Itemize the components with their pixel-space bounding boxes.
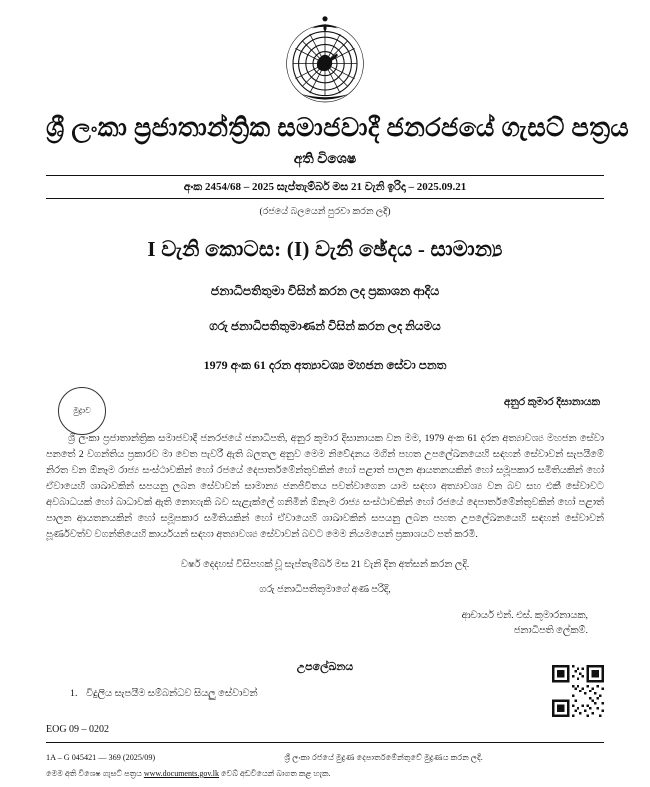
signer-name: ආචාර්ය එන්. එස්. කුමාරනායක, <box>461 610 588 622</box>
signing-date-line: වර්ෂ දෙදහස් විසිපහක් වූ සැප්තැම්බර් මස 21 වැනි දින අත්සන් කරන ලදි. <box>180 559 470 571</box>
documents-gov-lk-link[interactable]: www.documents.gov.lk <box>143 769 220 778</box>
seal-and-name-row <box>46 387 604 429</box>
published-note: (රජයේ බලයෙන් පුරවා කරන ලදි) <box>259 206 391 217</box>
eog-reference: EOG 09 – 0202 <box>46 724 110 735</box>
footer-print-code: 1A – G 045421 — 369 (2025/09) <box>46 753 156 762</box>
part-heading: I වැනි කොටස: (I) වැනි ඡේදය - සාමාන්‍ය <box>147 236 503 261</box>
official-seal: මුද්‍රාව <box>58 387 106 435</box>
annex-item-text: විදුලිය සැපයීම සම්බන්ධව සියලු සේවාවන් <box>86 687 258 699</box>
paragraph-text: ශ්‍රී ලංකා ප්‍රජාතාන්ත්‍රික සමාජවාදී ජනරජයේ ජනාධිපති, අනුර කුමාර දිසානායක වන මම, 1979 අංක 61 දරන අත්‍යාවශ්‍ය මහජන සේවා පනතේ 2 වගන්තිය ප්‍රකාරව මා වෙත පැවරී ඇති බලතල අනුව මෙම නිවේදනය මගින් පහත උපලේඛනයෙහි සඳහන් සේවාවන් සැපයීමේ නිරත වන ඕනෑම රාජ්‍ය සංස්ථාවකින් හෝ රජයේ දෙපාර්තමේන්තුවකින් හෝ පළාත් පාලන ආයතනයකින් හෝ සමූපකාර සමිතියකින් හෝ ඒවායෙහි ශාඛාවකින් සපයනු ලබන සේවාවන් සාමාන්‍ය ජනජීවිතය පවත්වාගෙන යාම සඳහා අත්‍යාවශ්‍ය වන බව සහ එකී සේවාවට අවබාධයක් හෝ බාධාවක් ඇති නොහැකි බව සැළැක්ලේ ගනිමින් ඕනෑම රාජ්‍ය සංස්ථාවකින් හෝ රජයේ දෙපාර්තමේන්තුවකින් හෝ පළාත් පාලන ආයතනයකින් හෝ සමූපකාර සමිතියකින් හෝ ඒවායෙහි ශාඛාවකින් සපයනු ලබන පහත උපලේඛනයෙහි සඳහන් සේවාවන් පූර්ණවත්ව වගන්තියෙහි කාර්යයන් සඳහා අත්‍යාවශ්‍ය සේවාවන් බවට මෙම නියමයෙන් ප්‍රකාශයට පත් කරමි. <box>46 432 604 541</box>
footer-row <box>46 753 604 763</box>
by-order-line: ගරු ජනාධිපතිතුමාගේ අණ පරිදි, <box>259 584 391 596</box>
emblem-container <box>46 14 604 110</box>
footer-note-suffix: වෙබ් අඩවියෙන් බාගත කළ හැක. <box>219 769 331 778</box>
masthead <box>46 112 630 217</box>
footer-download-note <box>46 769 330 779</box>
president-name: අනුර කුමාර දිසානායක <box>503 396 600 408</box>
signer-title: ජනාධිපති ලේකම්. <box>513 625 588 637</box>
footer-printer-note: ශ්‍රී ලංකා රජයේ මුද්‍රණ දෙපාර්තමේන්තුවේ මුද්‍රණය කරන ලදි. <box>284 753 483 762</box>
footer-note-prefix: මෙම අති විශෙෂ ගැසට් පත්‍රය <box>46 769 144 778</box>
annex-item-number: 1. <box>70 687 78 699</box>
order-body-paragraph <box>46 431 604 543</box>
signer-block <box>46 609 604 639</box>
sub-heading-presidential-notices: ජනාධිපතිතුමා විසින් කරන ලද ප්‍රකාශන ආදිය <box>210 283 440 298</box>
gazette-subtitle: අති විශෙෂ <box>293 151 357 167</box>
sub-heading-order: ගරු ජනාධිපතිතුමාණන් විසින් කරන ලද නියමය <box>209 318 441 333</box>
issue-number-line: අංක 2454/68 – 2025 සැප්තැම්බර් මස 21 වැනි ඉරිදා – 2025.09.21 <box>183 180 467 193</box>
qr-code-icon <box>552 665 604 717</box>
footer-divider <box>46 742 604 743</box>
national-emblem-icon <box>277 14 373 110</box>
act-reference: 1979 අංක 61 දරන අත්‍යාවශ්‍ය මහජන සේවා පනත <box>203 357 447 372</box>
annex-title: උපලේඛනය <box>296 660 354 673</box>
annex-item <box>46 688 604 699</box>
gazette-title: ශ්‍රී ලංකා ප්‍රජාතාන්ත්‍රික සමාජවාදී ජනරජයේ ගැසට් පත්‍රය <box>46 113 630 142</box>
